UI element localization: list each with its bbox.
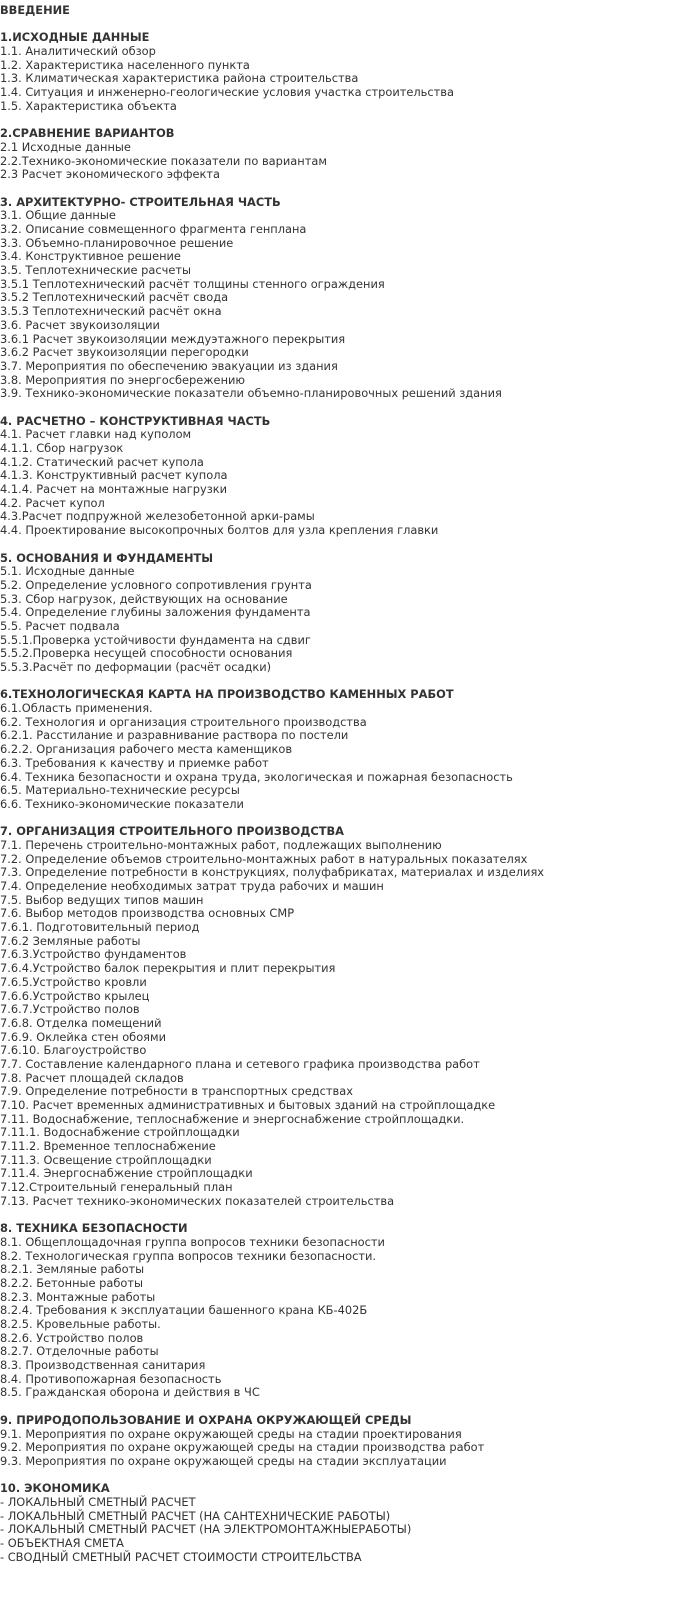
- toc-entry: 5.2. Определение условного сопротивления грунта: [0, 577, 312, 592]
- section-heading: 10. ЭКОНОМИКА: [0, 1481, 110, 1496]
- toc-entry: 1.5. Характеристика объекта: [0, 98, 177, 113]
- section-spacer: [0, 538, 700, 552]
- toc-entry: 5.4. Определение глубины заложения фундамента: [0, 605, 311, 620]
- toc-entry: 7.4. Определение необходимых затрат труда рабочих и машин: [0, 879, 384, 893]
- section-heading: 6.ТЕХНОЛОГИЧЕСКАЯ КАРТА НА ПРОИЗВОДСТВО КАМЕННЫХ РАБОТ: [0, 687, 454, 702]
- section-heading: 5. ОСНОВАНИЯ И ФУНДАМЕНТЫ: [0, 550, 214, 565]
- toc-entry: 4.3.Расчет подпружной железобетонной арки-рамы: [0, 509, 315, 524]
- toc-entry: 7.11.3. Освещение стройплощадки: [0, 1152, 212, 1167]
- toc-entry: - ЛОКАЛЬНЫЙ СМЕТНЫЙ РАСЧЕТ (НА ЭЛЕКТРОМОНТАЖНЫЕРАБОТЫ): [0, 1522, 412, 1537]
- toc-entry: 8.4. Противопожарная безопасность: [0, 1371, 222, 1386]
- toc-entry: 7.6.6.Устройство крылец: [0, 988, 150, 1003]
- toc-entry: 8.2.4. Требования к эксплуатации башенного крана КБ-402Б: [0, 1303, 368, 1318]
- toc-entry: 7.11.1. Водоснабжение стройплощадки: [0, 1125, 240, 1140]
- toc-entry: 9.2. Мероприятия по охране окружающей среды на стадии производства работ: [0, 1440, 485, 1455]
- toc-entry: 7.6.10. Благоустройство: [0, 1043, 147, 1058]
- toc-entry: 8.2.6. Устройство полов: [0, 1330, 144, 1345]
- toc-entry: - ОБЪЕКТНАЯ СМЕТА: [0, 1536, 124, 1550]
- toc-entry: 1.2. Характеристика населенного пункта: [0, 57, 250, 72]
- toc-entry: 9.3. Мероприятия по охране окружающей среды на стадии эксплуатации: [0, 1453, 447, 1468]
- toc-entry: 2.3 Расчет экономического эффекта: [0, 167, 221, 182]
- toc-entry: 1.1. Аналитический обзор: [0, 44, 156, 59]
- section-heading: 2.СРАВНЕНИЕ ВАРИАНТОВ: [0, 126, 175, 141]
- toc-entry: 3.5. Теплотехнические расчеты: [0, 263, 192, 278]
- toc-entry: 5.5.3.Расчёт по деформации (расчёт осадки): [0, 660, 272, 674]
- section-spacer: [0, 114, 700, 128]
- toc-entry: 6.2. Технология и организация строительного производства: [0, 714, 367, 729]
- toc-entry: 6.5. Материально-технические ресурсы: [0, 783, 240, 798]
- toc-entry: 7.1. Перечень строительно-монтажных работ, подлежащих выполнению: [0, 837, 442, 852]
- toc-entry: 7.8. Расчет площадей складов: [0, 1070, 184, 1085]
- toc-entry: - ЛОКАЛЬНЫЙ СМЕТНЫЙ РАСЧЕТ (НА САНТЕХНИЧЕСКИЕ РАБОТЫ): [0, 1508, 391, 1523]
- toc-entry: 6.3. Требования к качеству и приемке работ: [0, 755, 269, 770]
- section-heading: ВВЕДЕНИЕ: [0, 3, 70, 17]
- toc-entry: 8.2. Технологическая группа вопросов техники безопасности.: [0, 1248, 377, 1263]
- section-spacer: [0, 182, 700, 196]
- toc-entry: 7.12.Строительный генеральный план: [0, 1180, 233, 1195]
- toc-entry: 6.2.2. Организация рабочего места каменщиков: [0, 742, 293, 757]
- toc-entry: 5.5. Расчет подвала: [0, 618, 120, 633]
- toc-entry: 8.5. Гражданская оборона и действия в ЧС: [0, 1385, 260, 1400]
- toc-entry: 4.4. Проектирование высокопрочных болтов для узла крепления главки: [0, 523, 439, 538]
- toc-entry: 8.1. Общеплощадочная группа вопросов техники безопасности: [0, 1234, 385, 1249]
- toc-entry: 8.2.1. Земляные работы: [0, 1262, 145, 1277]
- toc-entry: 2.1 Исходные данные: [0, 139, 131, 154]
- toc-entry: 3.4. Конструктивное решение: [0, 249, 181, 264]
- toc-entry: 3.9. Технико-экономические показатели объемно-планировочных решений здания: [0, 386, 502, 401]
- toc-entry: 7.6.5.Устройство кровли: [0, 974, 147, 989]
- toc-entry: 3.5.3 Теплотехнический расчёт окна: [0, 304, 222, 319]
- toc-entry: 3.1. Общие данные: [0, 208, 116, 223]
- toc-entry: 3.3. Объемно-планировочное решение: [0, 235, 234, 250]
- toc-entry: 7.7. Составление календарного плана и сетевого графика производства работ: [0, 1056, 480, 1071]
- toc-entry: 4.1.4. Расчет на монтажные нагрузки: [0, 482, 228, 497]
- toc-entry: 8.2.5. Кровельные работы.: [0, 1317, 161, 1331]
- section-spacer: [0, 812, 700, 826]
- toc-entry: 7.6. Выбор методов производства основных СМР: [0, 906, 295, 921]
- toc-entry: 7.11.2. Временное теплоснабжение: [0, 1139, 216, 1154]
- toc-entry: 3.6. Расчет звукоизоляции: [0, 317, 160, 332]
- toc-entry: 1.4. Ситуация и инженерно-геологические условия участка строительства: [0, 85, 454, 100]
- toc-entry: 6.6. Технико-экономические показатели: [0, 796, 244, 811]
- section-spacer: [0, 1400, 700, 1414]
- toc-entry: 8.2.7. Отделочные работы: [0, 1344, 159, 1359]
- toc-entry: 7.6.2 Земляные работы: [0, 933, 141, 948]
- toc-entry: 3.7. Мероприятия по обеспечению эвакуации из здания: [0, 358, 338, 373]
- toc-entry: 5.5.1.Проверка устойчивости фундамента на сдвиг: [0, 632, 311, 647]
- toc-entry: 8.2.2. Бетонные работы: [0, 1275, 144, 1290]
- section-heading: 1.ИСХОДНЫЕ ДАННЫЕ: [0, 30, 150, 45]
- toc-entry: 5.3. Сбор нагрузок, действующих на основание: [0, 591, 288, 606]
- toc-entry: 7.6.9. Оклейка стен обоями: [0, 1029, 167, 1044]
- toc-entry: 7.5. Выбор ведущих типов машин: [0, 892, 204, 907]
- toc-entry: 7.10. Расчет временных административных и бытовых зданий на стройплощадке: [0, 1098, 496, 1112]
- toc-entry: 3.2. Описание совмещенного фрагмента генплана: [0, 222, 307, 236]
- toc-entry: 7.9. Определение потребности в транспортных средствах: [0, 1084, 353, 1099]
- toc-entry: - ЛОКАЛЬНЫЙ СМЕТНЫЙ РАСЧЕТ: [0, 1494, 196, 1509]
- toc-entry: 4.1.2. Статический расчет купола: [0, 454, 204, 469]
- toc-entry: 7.11.4. Энергоснабжение стройплощадки: [0, 1166, 253, 1181]
- toc-entry: 7.2. Определение объемов строительно-монтажных работ в натуральных показателях: [0, 851, 528, 866]
- section-heading: 9. ПРИРОДОПОЛЬЗОВАНИЕ И ОХРАНА ОКРУЖАЮЩЕЙ СРЕДЫ: [0, 1412, 412, 1427]
- toc-entry: 3.6.2 Расчет звукоизоляции перегородки: [0, 345, 249, 360]
- toc-entry: 8.2.3. Монтажные работы: [0, 1289, 156, 1304]
- toc-entry: 3.5.2 Теплотехнический расчёт свода: [0, 290, 229, 305]
- section-heading: 3. АРХИТЕКТУРНО- СТРОИТЕЛЬНАЯ ЧАСТЬ: [0, 194, 281, 209]
- section-heading: 4. РАСЧЕТНО – КОНСТРУКТИВНАЯ ЧАСТЬ: [0, 413, 271, 428]
- toc-entry: 4.1. Расчет главки над куполом: [0, 427, 192, 442]
- section-heading: 8. ТЕХНИКА БЕЗОПАСНОСТИ: [0, 1221, 188, 1236]
- toc-entry: 7.6.8. Отделка помещений: [0, 1015, 162, 1030]
- toc-entry: 5.5.2.Проверка несущей способности основания: [0, 646, 293, 661]
- toc-entry: 5.1. Исходные данные: [0, 564, 135, 579]
- section-spacer: [0, 675, 700, 689]
- toc-entry: 7.6.4.Устройство балок перекрытия и плит перекрытия: [0, 961, 336, 976]
- section-spacer: [0, 18, 700, 32]
- toc-entry: 9.1. Мероприятия по охране окружающей среды на стадии проектирования: [0, 1426, 462, 1441]
- toc-entry: 8.3. Производственная санитария: [0, 1358, 206, 1373]
- toc-entry: 7.13. Расчет технико-экономических показателей строительства: [0, 1193, 395, 1208]
- toc-entry: 7.11. Водоснабжение, теплоснабжение и энергоснабжение стройплощадки.: [0, 1111, 465, 1126]
- toc-entry: 3.8. Мероприятия по энергосбережению: [0, 372, 246, 387]
- toc-entry: 3.6.1 Расчет звукоизоляции междуэтажного перекрытия: [0, 331, 346, 346]
- section-spacer: [0, 1209, 700, 1223]
- toc-entry: 7.6.7.Устройство полов: [0, 1002, 140, 1017]
- section-spacer: [0, 401, 700, 415]
- toc-entry: 7.3. Определение потребности в конструкциях, полуфабрикатах, материалах и изделиях: [0, 865, 545, 880]
- toc-entry: 7.6.1. Подготовительный период: [0, 920, 200, 935]
- section-heading: 7. ОРГАНИЗАЦИЯ СТРОИТЕЛЬНОГО ПРОИЗВОДСТВА: [0, 824, 344, 839]
- section-spacer: [0, 1469, 700, 1483]
- toc-entry: 1.3. Климатическая характеристика района строительства: [0, 71, 359, 86]
- toc-entry: 6.4. Техника безопасности и охрана труда, экологическая и пожарная безопасность: [0, 769, 513, 784]
- toc-entry: 3.5.1 Теплотехнический расчёт толщины стенного ограждения: [0, 276, 385, 291]
- toc-entry: - СВОДНЫЙ СМЕТНЫЙ РАСЧЕТ СТОИМОСТИ СТРОИТЕЛЬСТВА: [0, 1549, 362, 1564]
- toc-entry: 4.2. Расчет купол: [0, 495, 105, 510]
- toc-entry: 2.2.Технико-экономические показатели по вариантам: [0, 153, 327, 168]
- toc-entry: 6.1.Область применения.: [0, 701, 153, 716]
- toc-entry: 6.2.1. Расстилание и разравнивание раствора по постели: [0, 728, 349, 743]
- toc-entry: 7.6.3.Устройство фундаментов: [0, 947, 187, 962]
- toc-entry: 4.1.3. Конструктивный расчет купола: [0, 468, 228, 483]
- toc-entry: 4.1.1. Сбор нагрузок: [0, 441, 124, 455]
